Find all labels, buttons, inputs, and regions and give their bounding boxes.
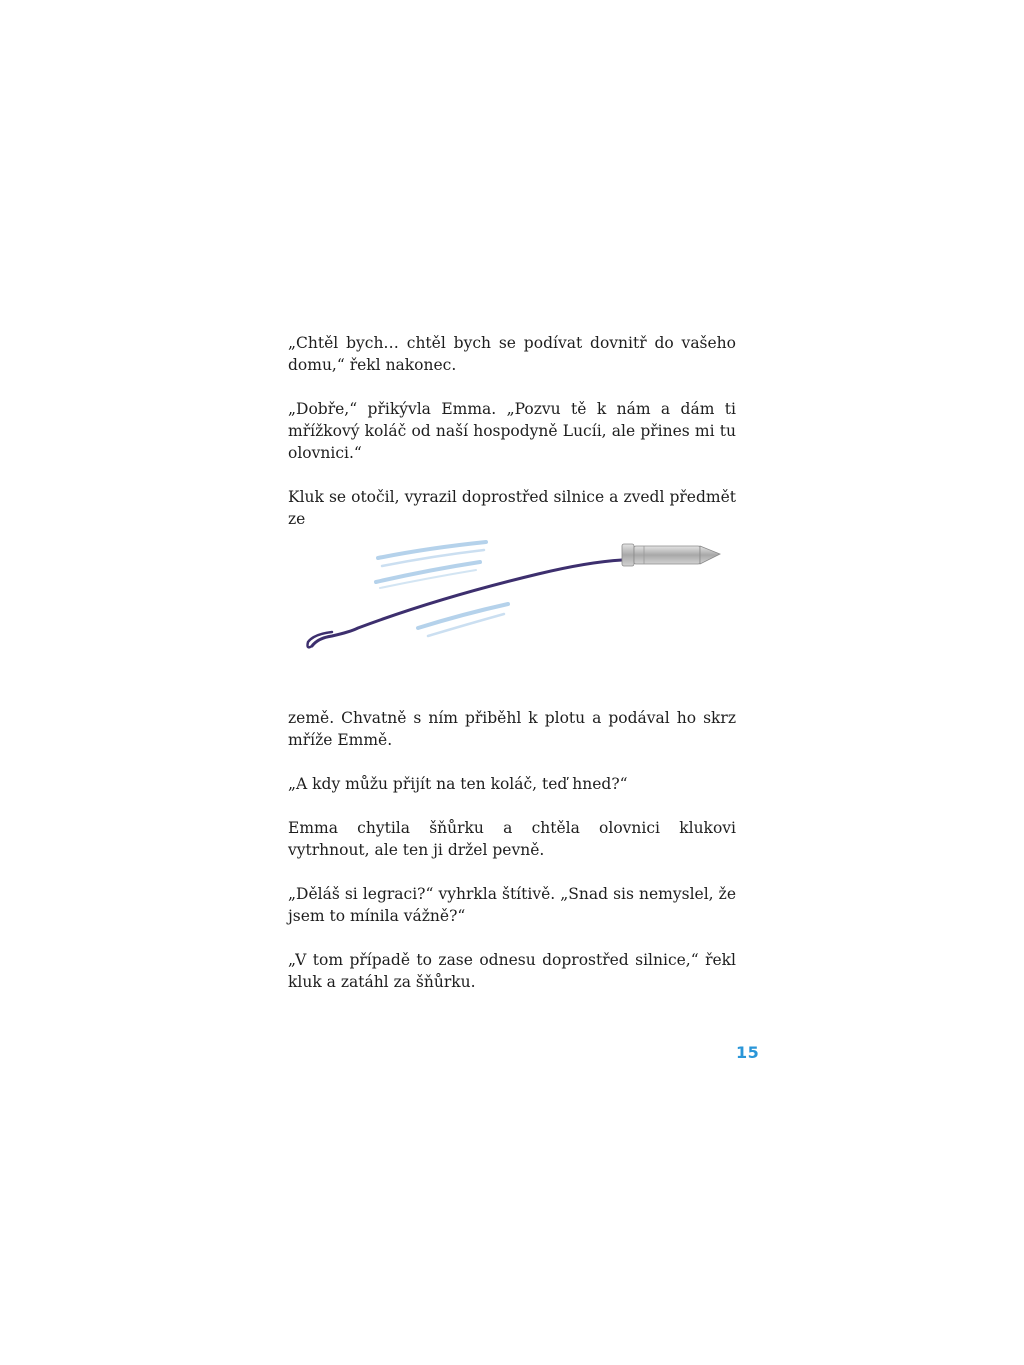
paragraph: země. Chvatně s ním přiběhl k plotu a podával ho skrz mříže Emmě. (288, 709, 736, 749)
motion-lines (376, 542, 508, 636)
page-number: 15 (736, 1043, 760, 1062)
top-text-block (288, 332, 736, 530)
paragraph: „Děláš si legraci?“ vyhrkla štítivě. „Snad sis nemyslel, že jsem to mínila vážně?“ (288, 885, 736, 925)
bottom-text-block (288, 707, 736, 993)
plumb-bob (622, 544, 720, 566)
paragraph: Emma chytila šňůrku a chtěla olovnici klukovi vytrhnout, ale ten ji držel pevně. (288, 819, 736, 859)
plumb-bob-on-string-icon (298, 528, 728, 658)
paragraph: „Dobře,“ přikývla Emma. „Pozvu tě k nám a dám ti mřížkový koláč od naší hospodyně Lucíi, ale přines mi tu olovnici.“ (288, 400, 736, 462)
paragraph: „V tom případě to zase odnesu doprostřed silnice,“ řekl kluk a zatáhl za šňůrku. (288, 951, 736, 991)
paragraph: Kluk se otočil, vyrazil doprostřed silnice a zvedl předmět ze (288, 488, 736, 528)
string (308, 560, 623, 647)
paragraph: „Chtěl bych… chtěl bych se podívat dovnitř do vašeho domu,“ řekl nakonec. (288, 334, 736, 374)
paragraph: „A kdy můžu přijít na ten koláč, teď hned?“ (288, 775, 628, 793)
